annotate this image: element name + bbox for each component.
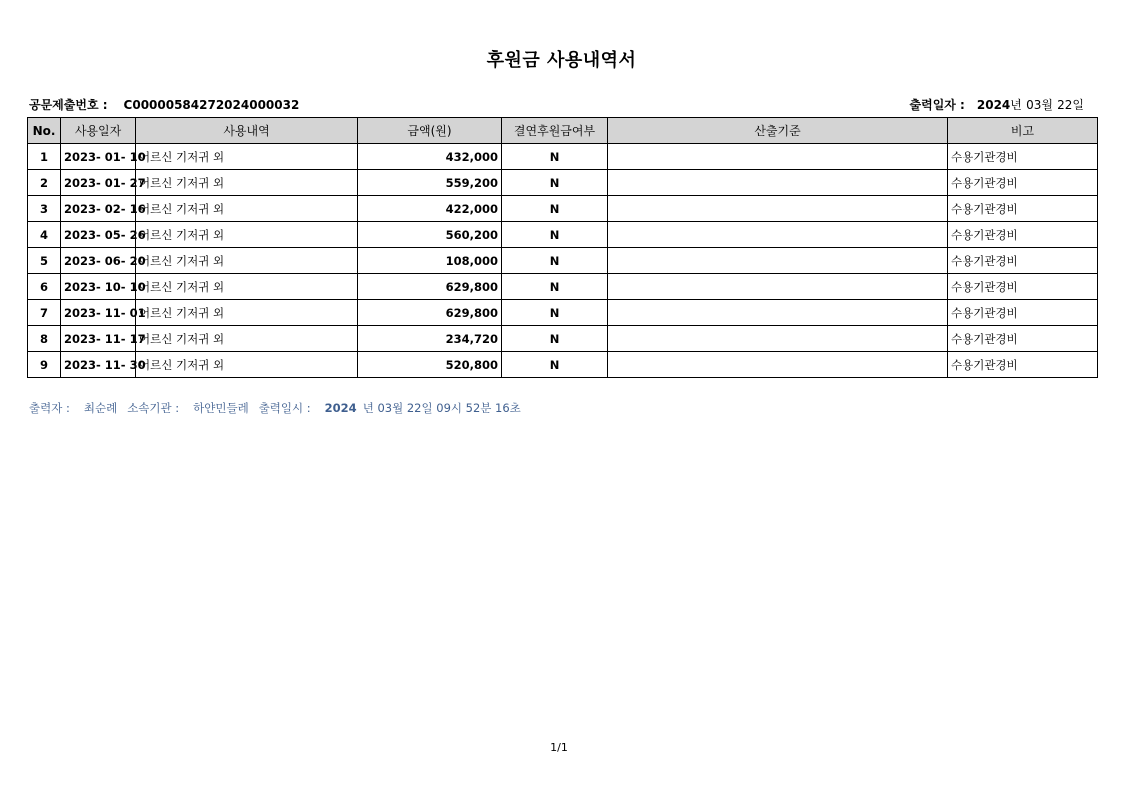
cell-no: 4 bbox=[28, 222, 61, 248]
cell-amount: 234,720 bbox=[358, 326, 502, 352]
cell-basis bbox=[608, 352, 948, 378]
cell-unclaimed: N bbox=[502, 144, 608, 170]
print-info-footer bbox=[29, 400, 537, 416]
cell-basis bbox=[608, 326, 948, 352]
print-date-day: 22 bbox=[1057, 98, 1073, 112]
printer-name: 최순례 bbox=[83, 401, 118, 415]
cell-amount: 108,000 bbox=[358, 248, 502, 274]
cell-no: 2 bbox=[28, 170, 61, 196]
document-title: 후원금 사용내역서 bbox=[486, 50, 637, 71]
header-basis: 산출기준 bbox=[608, 118, 948, 144]
cell-date: 2023- 11- 17 bbox=[61, 326, 136, 352]
cell-amount: 422,000 bbox=[358, 196, 502, 222]
cell-basis bbox=[608, 170, 948, 196]
printed-at-rest: 년 03월 22일 09시 52분 16초 bbox=[362, 401, 521, 415]
cell-amount: 432,000 bbox=[358, 144, 502, 170]
cell-basis bbox=[608, 274, 948, 300]
table-row bbox=[28, 222, 1098, 248]
cell-note: 수용기관경비 bbox=[948, 170, 1098, 196]
cell-note: 수용기관경비 bbox=[948, 352, 1098, 378]
cell-date: 2023- 01- 10 bbox=[61, 144, 136, 170]
print-date-row bbox=[910, 96, 1084, 113]
cell-date: 2023- 02- 16 bbox=[61, 196, 136, 222]
printed-at-label: 출력일시 : bbox=[258, 401, 311, 415]
table-row bbox=[28, 352, 1098, 378]
cell-description: 어르신 기저귀 외 bbox=[136, 248, 358, 274]
table-row bbox=[28, 326, 1098, 352]
submission-number-label: 공문제출번호 : bbox=[29, 98, 108, 112]
page-number: 1/1 bbox=[550, 741, 568, 754]
cell-unclaimed: N bbox=[502, 222, 608, 248]
cell-description: 어르신 기저귀 외 bbox=[136, 326, 358, 352]
cell-date: 2023- 01- 27 bbox=[61, 170, 136, 196]
cell-description: 어르신 기저귀 외 bbox=[136, 144, 358, 170]
cell-unclaimed: N bbox=[502, 352, 608, 378]
cell-description: 어르신 기저귀 외 bbox=[136, 300, 358, 326]
cell-date: 2023- 10- 10 bbox=[61, 274, 136, 300]
print-date-label: 출력일자 : bbox=[909, 98, 965, 112]
cell-unclaimed: N bbox=[502, 170, 608, 196]
table-header-row bbox=[28, 118, 1098, 144]
submission-number-value: C00000584272024000032 bbox=[123, 98, 300, 112]
cell-basis bbox=[608, 300, 948, 326]
cell-description: 어르신 기저귀 외 bbox=[136, 170, 358, 196]
table-row bbox=[28, 248, 1098, 274]
cell-note: 수용기관경비 bbox=[948, 326, 1098, 352]
cell-unclaimed: N bbox=[502, 196, 608, 222]
header-note: 비고 bbox=[948, 118, 1098, 144]
header-description: 사용내역 bbox=[136, 118, 358, 144]
table-row bbox=[28, 274, 1098, 300]
cell-description: 어르신 기저귀 외 bbox=[136, 274, 358, 300]
header-date: 사용일자 bbox=[61, 118, 136, 144]
header-amount: 금액(원) bbox=[358, 118, 502, 144]
cell-no: 6 bbox=[28, 274, 61, 300]
print-date-year-unit: 년 bbox=[1010, 98, 1022, 112]
printer-label: 출력자 : bbox=[29, 401, 70, 415]
cell-unclaimed: N bbox=[502, 300, 608, 326]
cell-basis bbox=[608, 196, 948, 222]
cell-unclaimed: N bbox=[502, 274, 608, 300]
table-row bbox=[28, 300, 1098, 326]
cell-amount: 629,800 bbox=[358, 300, 502, 326]
printed-at-value bbox=[325, 401, 527, 415]
print-date-month: 03 bbox=[1026, 98, 1042, 112]
cell-date: 2023- 11- 01 bbox=[61, 300, 136, 326]
table-row bbox=[28, 170, 1098, 196]
cell-no: 5 bbox=[28, 248, 61, 274]
usage-ledger-table bbox=[27, 117, 1098, 378]
cell-unclaimed: N bbox=[502, 326, 608, 352]
print-date-month-unit: 월 bbox=[1041, 98, 1053, 112]
cell-date: 2023- 05- 26 bbox=[61, 222, 136, 248]
cell-no: 9 bbox=[28, 352, 61, 378]
cell-date: 2023- 11- 30 bbox=[61, 352, 136, 378]
org-name: 하얀민들레 bbox=[193, 401, 249, 415]
org-label: 소속기관 : bbox=[127, 401, 180, 415]
cell-basis bbox=[608, 248, 948, 274]
header-no: No. bbox=[28, 118, 61, 144]
printed-at-year: 2024 bbox=[324, 401, 357, 415]
submission-number-row bbox=[29, 96, 299, 113]
cell-amount: 520,800 bbox=[358, 352, 502, 378]
cell-no: 8 bbox=[28, 326, 61, 352]
cell-description: 어르신 기저귀 외 bbox=[136, 352, 358, 378]
cell-note: 수용기관경비 bbox=[948, 248, 1098, 274]
table-row bbox=[28, 196, 1098, 222]
cell-note: 수용기관경비 bbox=[948, 274, 1098, 300]
cell-date: 2023- 06- 20 bbox=[61, 248, 136, 274]
cell-note: 수용기관경비 bbox=[948, 300, 1098, 326]
cell-amount: 560,200 bbox=[358, 222, 502, 248]
cell-basis bbox=[608, 222, 948, 248]
cell-note: 수용기관경비 bbox=[948, 222, 1098, 248]
cell-note: 수용기관경비 bbox=[948, 196, 1098, 222]
cell-amount: 629,800 bbox=[358, 274, 502, 300]
cell-no: 1 bbox=[28, 144, 61, 170]
cell-no: 3 bbox=[28, 196, 61, 222]
print-date-year: 2024 bbox=[976, 98, 1011, 112]
cell-description: 어르신 기저귀 외 bbox=[136, 196, 358, 222]
cell-amount: 559,200 bbox=[358, 170, 502, 196]
header-unclaimed: 결연후원금여부 bbox=[502, 118, 608, 144]
cell-unclaimed: N bbox=[502, 248, 608, 274]
print-date-day-unit: 일 bbox=[1072, 98, 1084, 112]
print-date-value bbox=[977, 98, 1084, 112]
table-row bbox=[28, 144, 1098, 170]
cell-no: 7 bbox=[28, 300, 61, 326]
cell-basis bbox=[608, 144, 948, 170]
cell-note: 수용기관경비 bbox=[948, 144, 1098, 170]
cell-description: 어르신 기저귀 외 bbox=[136, 222, 358, 248]
